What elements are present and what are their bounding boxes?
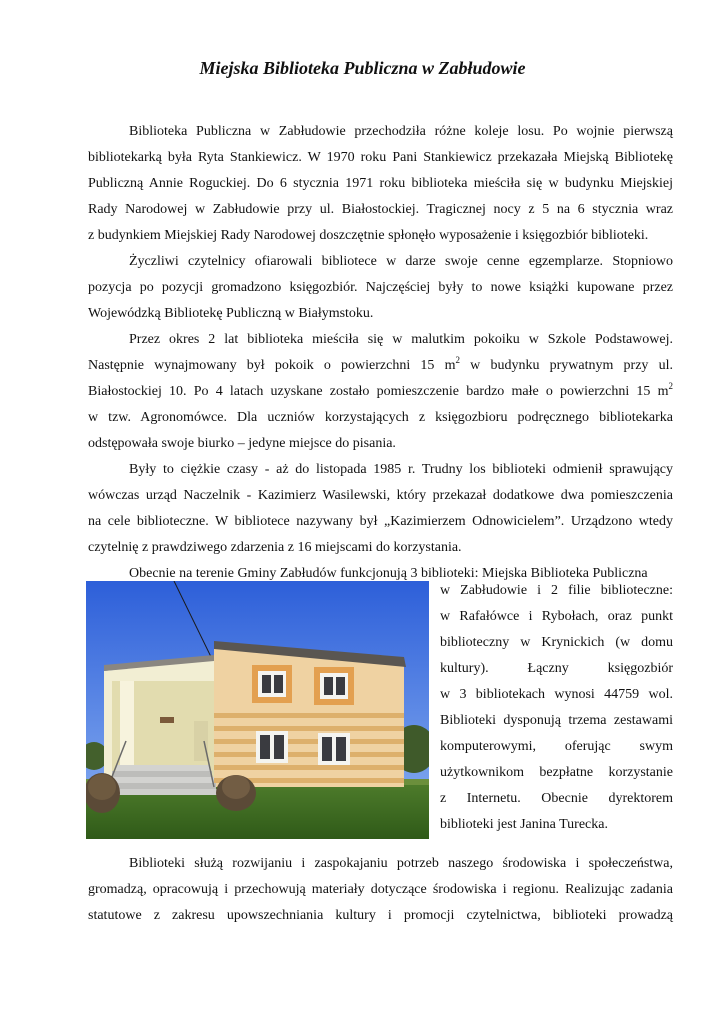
paragraph-line: Rady Narodowej w Zabłudowie przy ul. Białostockiej. Tragicznej nocy z 5 na 6 stycznia wraz bbox=[88, 202, 673, 217]
superscript: 2 bbox=[455, 355, 460, 365]
page-title: Miejska Biblioteka Publiczna w Zabłudowie bbox=[199, 58, 526, 78]
paragraph-line: Były to ciężkie czasy - aż do listopada 1985 r. Trudny los biblioteki odmienił sprawujący bbox=[129, 462, 673, 477]
paragraph-line: Publiczną Annie Roguckiej. Do 6 stycznia 1971 roku biblioteka mieściła się w budynku Miejskiej bbox=[88, 176, 673, 191]
paragraph-line: Biblioteki służą rozwijaniu i zaspokajaniu potrzeb naszego środowiska i społeczeństwa, bbox=[129, 856, 673, 871]
line-text: w budynku prywatnym przy ul. bbox=[459, 358, 673, 373]
paragraph-line: Biblioteka Publiczna w Zabłudowie przechodziła różne koleje losu. Po wojnie pierwszą bbox=[129, 124, 673, 139]
main-text-block bbox=[88, 119, 673, 587]
superscript: 2 bbox=[668, 381, 673, 391]
paragraph-line: z Internetu. Obecnie dyrektorem bbox=[440, 791, 673, 806]
line-text: Następnie wynajmowany był pokoik o powierzchni 15 m bbox=[88, 358, 456, 373]
paragraph-line: Biblioteki dysponują trzema zestawami bbox=[440, 713, 673, 728]
paragraph-line: w tzw. Agronomówce. Dla uczniów korzystających z księgozbioru podręcznego bibliotekarka bbox=[88, 410, 673, 425]
paragraph-line: Życzliwi czytelnicy ofiarowali bibliotece w darze swoje cenne egzemplarze. Stopniowo bbox=[129, 254, 673, 269]
paragraph-line bbox=[88, 353, 673, 379]
paragraph-line: odstępowała swoje biurko – jedyne miejsce do pisania. bbox=[88, 436, 396, 451]
paragraph-line: w Zabłudowie i 2 filie biblioteczne: bbox=[440, 583, 673, 598]
paragraph-line: kultury). Łączny księgozbiór bbox=[440, 661, 673, 676]
paragraph-line: statutowe z zakresu upowszechniania kultury i promocji czytelnictwa, biblioteki prowadzą bbox=[88, 908, 673, 923]
paragraph-line: komputerowymi, oferując swym bbox=[440, 739, 673, 754]
paragraph-line: w Rafałówce i Rybołach, oraz punkt bbox=[440, 609, 673, 624]
line-text: Białostockiej 10. Po 4 latach uzyskane zostało pomieszczenie bardzo małe o powierzchni 15 m bbox=[88, 384, 669, 399]
paragraph-line: Wojewódzką Bibliotekę Publiczną w Białymstoku. bbox=[88, 306, 374, 321]
paragraph-line: Przez okres 2 lat biblioteka mieściła się w malutkim pokoiku w Szkole Podstawowej. bbox=[129, 332, 673, 347]
paragraph-line: na cele biblioteczne. W bibliotece nazywany był „Kazimierzem Odnowicielem”. Urządzono wtedy bbox=[88, 514, 673, 529]
paragraph-line: wówczas urząd Naczelnik - Kazimierz Wasilewski, który przekazał dodatkowe dwa pomieszczenia bbox=[88, 488, 673, 503]
paragraph-line: w 3 bibliotekach wynosi 44759 wol. bbox=[440, 687, 673, 702]
paragraph-line: z budynkiem Miejskiej Rady Narodowej doszczętnie spłonęło wyposażenie i księgozbiór biblioteki. bbox=[88, 228, 649, 243]
paragraph-line: pozycja po pozycji gromadzono księgozbiór. Najczęściej były to nowe książki kupowane przez bbox=[88, 280, 673, 295]
paragraph-line: biblioteczny w Krynickich (w domu bbox=[440, 635, 673, 650]
paragraph-line: biblioteki jest Janina Turecka. bbox=[440, 817, 608, 832]
side-text-block bbox=[440, 578, 673, 838]
library-building-photo bbox=[86, 581, 429, 839]
paragraph-line bbox=[88, 379, 673, 405]
paragraph-line: czytelnię z prawdziwego zdarzenia z 16 miejscami do korzystania. bbox=[88, 540, 462, 555]
paragraph-line: bibliotekarką była Ryta Stankiewicz. W 1970 roku Pani Stankiewicz przekazała Miejską Bibliotekę bbox=[88, 150, 673, 165]
closing-text-block bbox=[88, 851, 673, 929]
paragraph-line: Obecnie na terenie Gminy Zabłudów funkcjonują 3 biblioteki: Miejska Biblioteka Publiczna bbox=[129, 566, 648, 581]
paragraph-line: użytkownikom bezpłatne korzystanie bbox=[440, 765, 673, 780]
paragraph-line: gromadzą, opracowują i przechowują materiały dotyczące środowiska i regionu. Realizując zadania bbox=[88, 882, 673, 897]
